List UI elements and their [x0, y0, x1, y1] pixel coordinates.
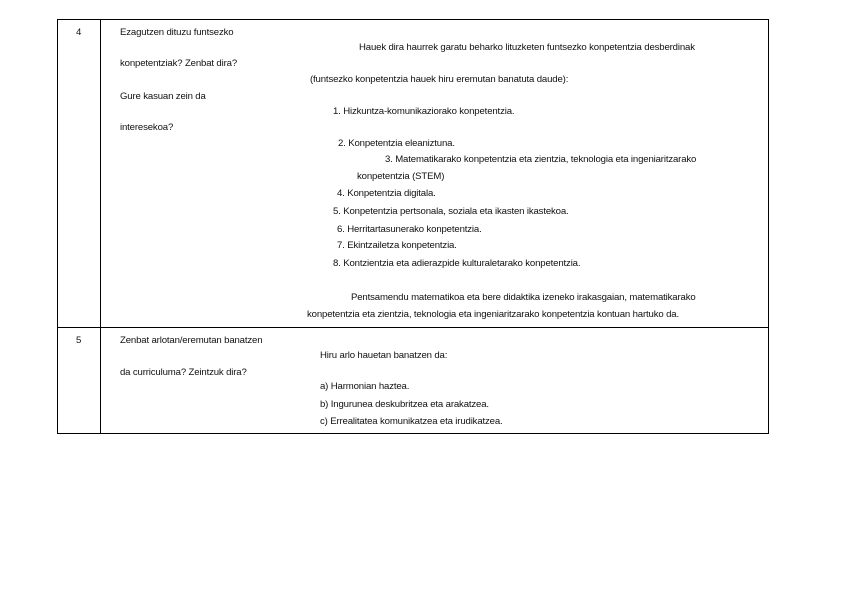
table-border-right: [768, 19, 769, 434]
table-column-divider: [100, 19, 101, 434]
list-item: 3. Matematikarako konpetentzia eta zientzia, teknologia eta ingeniaritzarako: [385, 154, 697, 165]
list-item: 4. Konpetentzia digitala.: [337, 188, 436, 199]
list-item: 1. Hizkuntza-komunikaziorako konpetentzia.: [333, 106, 515, 117]
list-item: 8. Kontzientzia eta adierazpide kulturaletarako konpetentzia.: [333, 258, 581, 269]
answer-closing: Pentsamendu matematikoa eta bere didaktika izeneko irakasgaian, matematikarako: [351, 292, 696, 303]
answer-closing: konpetentzia eta zientzia, teknologia eta ingeniaritzarako konpetentzia kontuan hartuko da.: [307, 309, 679, 320]
table-border-bottom: [57, 433, 769, 434]
row-number: 4: [76, 27, 82, 38]
list-item: b) Ingurunea deskubritzea eta arakatzea.: [320, 399, 489, 410]
question-line: Gure kasuan zein da: [120, 91, 206, 102]
question-line: Zenbat arlotan/eremutan banatzen: [120, 335, 263, 346]
list-item: 2. Konpetentzia eleaniztuna.: [338, 138, 455, 149]
list-item: 5. Konpetentzia pertsonala, soziala eta ikasten ikastekoa.: [333, 206, 569, 217]
answer-intro: (funtsezko konpetentzia hauek hiru eremutan banatuta daude):: [310, 74, 569, 85]
table-row-divider: [57, 327, 769, 328]
table-border-top: [57, 19, 769, 20]
list-item-continuation: konpetentzia (STEM): [357, 171, 445, 182]
question-line: konpetentziak? Zenbat dira?: [120, 58, 238, 69]
question-line: da curriculuma? Zeintzuk dira?: [120, 367, 247, 378]
question-line: interesekoa?: [120, 122, 174, 133]
question-line: Ezagutzen dituzu funtsezko: [120, 27, 234, 38]
list-item: 7. Ekintzailetza konpetentzia.: [337, 240, 457, 251]
row-number: 5: [76, 335, 82, 346]
list-item: 6. Herritartasunerako konpetentzia.: [337, 224, 482, 235]
answer-intro: Hauek dira haurrek garatu beharko lituzketen funtsezko konpetentzia desberdinak: [359, 42, 695, 53]
list-item: c) Errealitatea komunikatzea eta irudikatzea.: [320, 416, 503, 427]
answer-intro: Hiru arlo hauetan banatzen da:: [320, 350, 448, 361]
table-border-left: [57, 19, 58, 434]
list-item: a) Harmonian haztea.: [320, 381, 410, 392]
